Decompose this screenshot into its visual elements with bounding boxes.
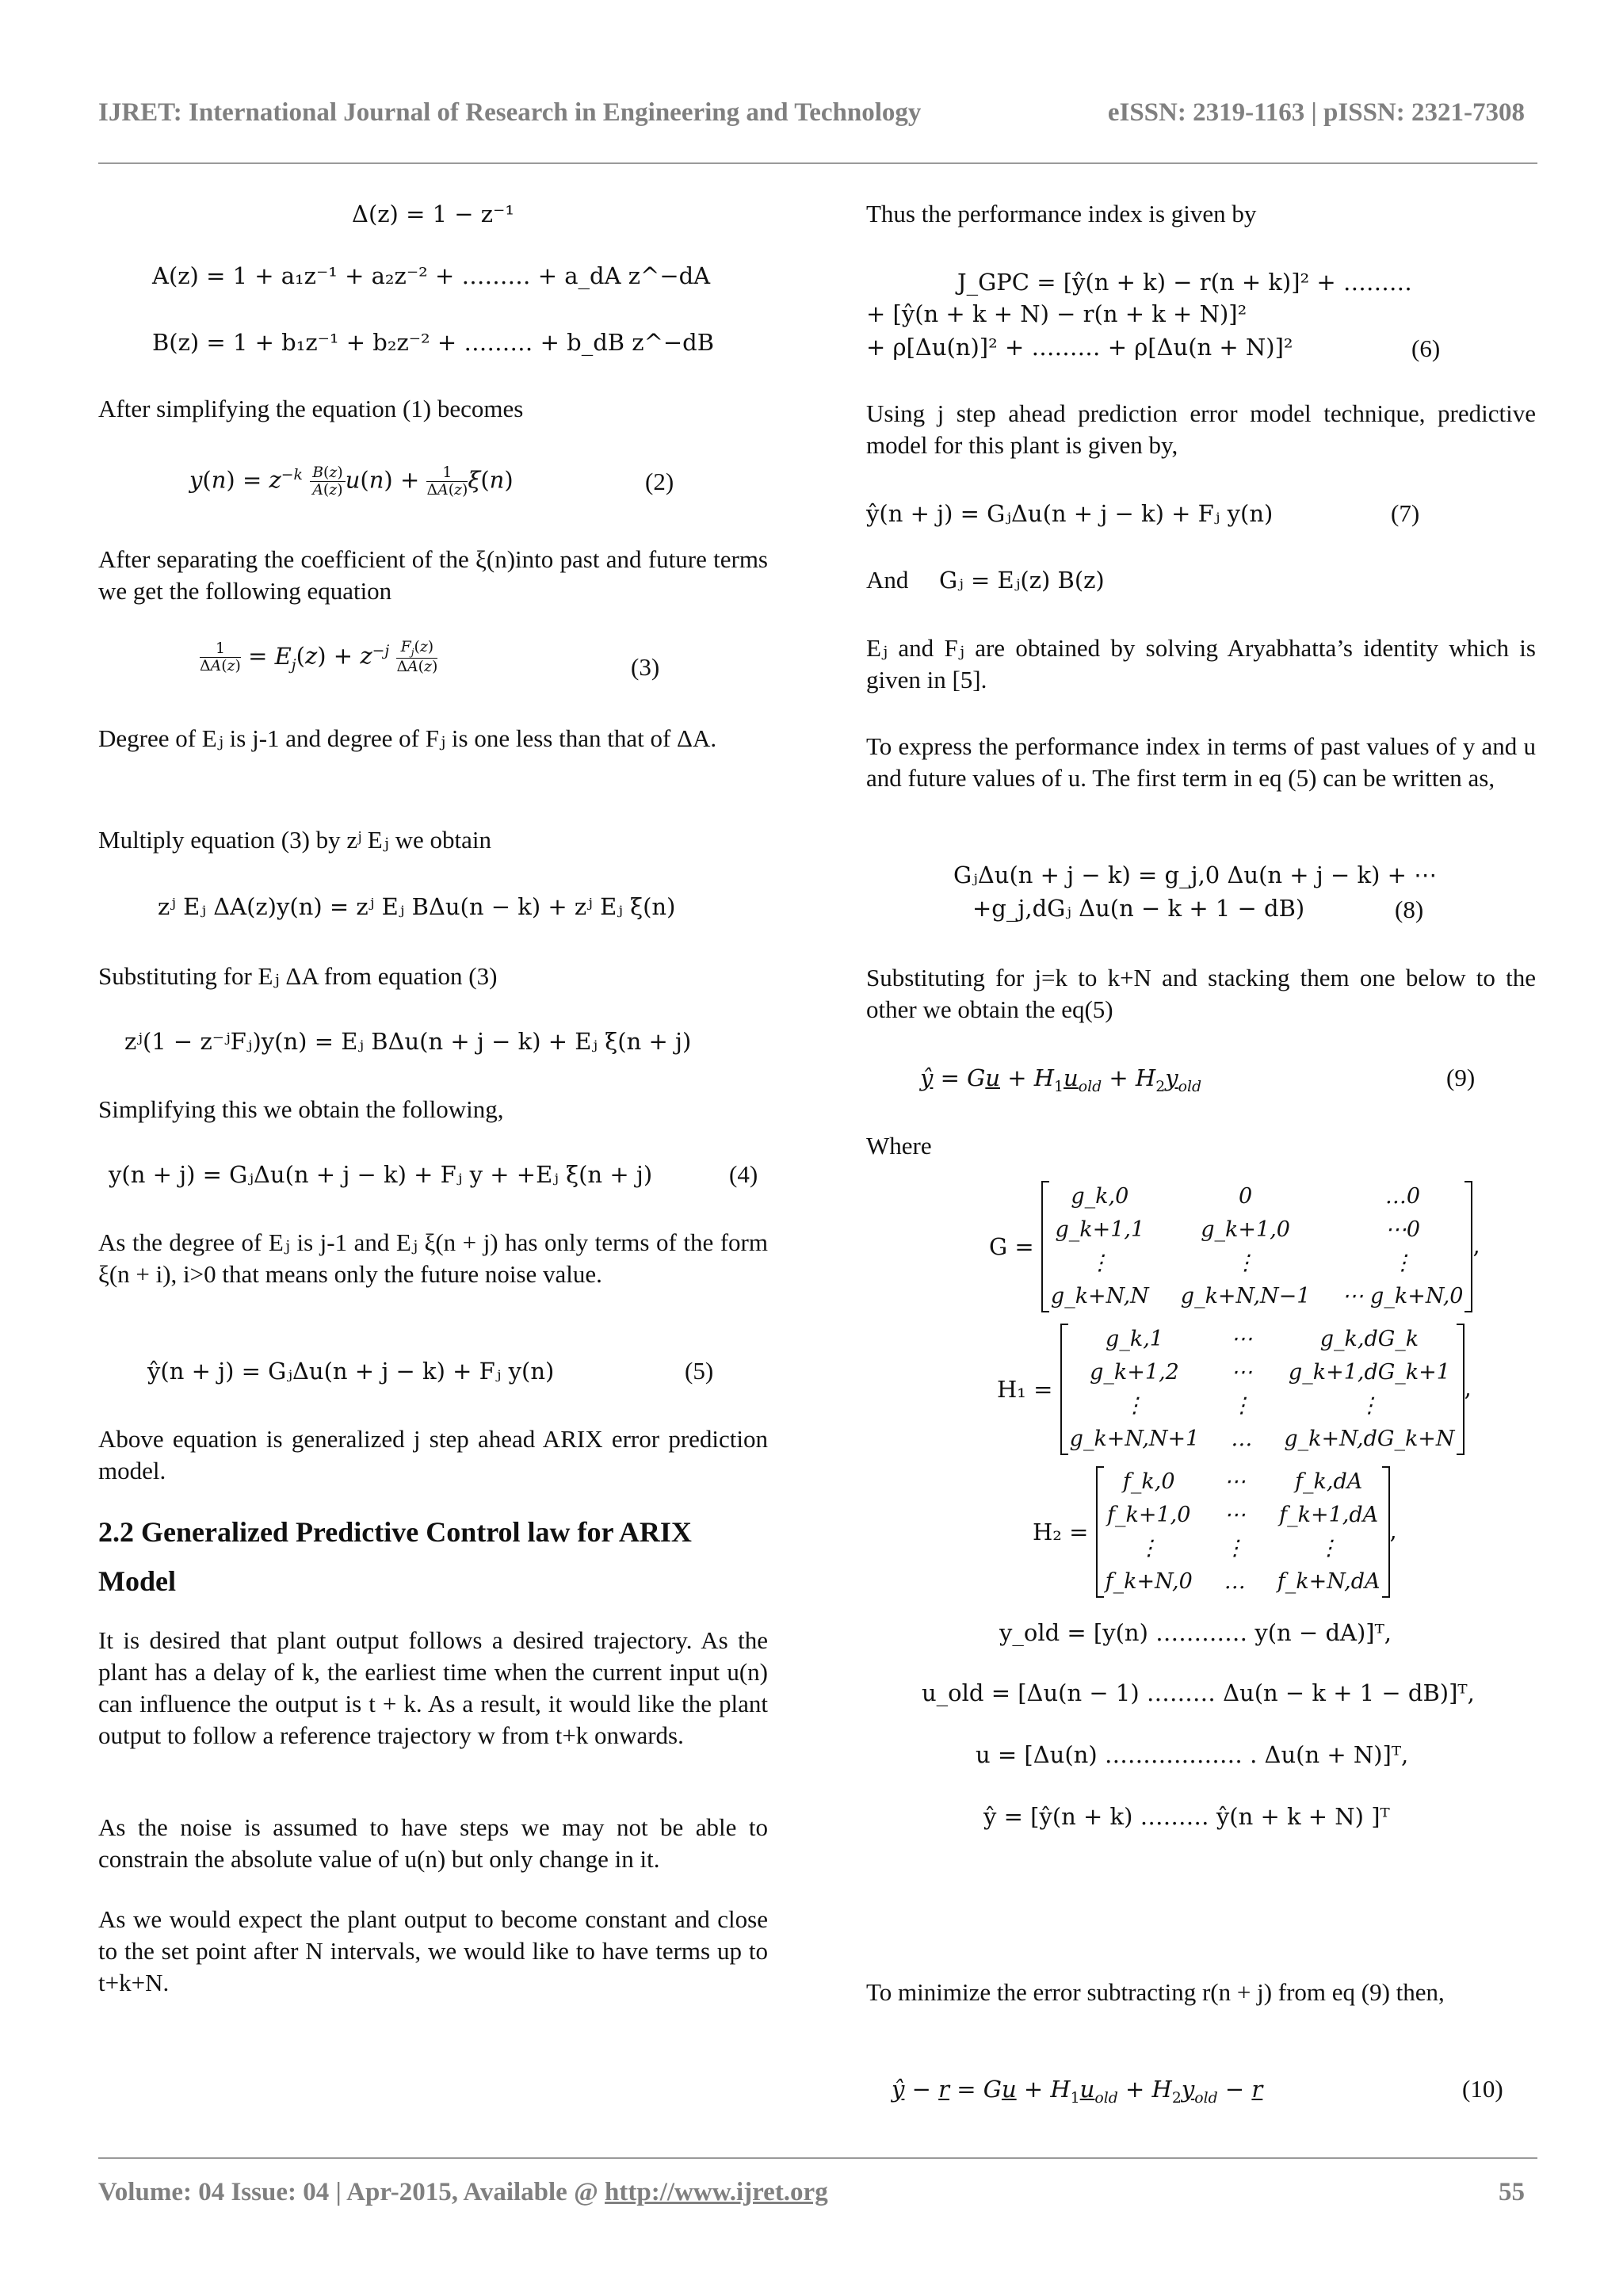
matrix-cell: f_k+N,0: [1105, 1569, 1193, 1594]
matrix-cell: ⋮: [1358, 1393, 1381, 1418]
eq-u-old: u_old = [Δu(n − 1) ……… Δu(n − k + 1 − dB)]ᵀ,: [922, 1679, 1475, 1706]
matrix-cell: ⋯: [1231, 1360, 1253, 1385]
eq-2: $y(n) = z^{-k}$ $\frac{B(z)}{A(z)}$ u(n) + $\frac{1}{\Delta A(z)}$ ξ(n): [189, 464, 514, 499]
issn: eISSN: 2319-1163 | pISSN: 2321-7308: [1107, 98, 1525, 127]
matrix-H1: H₁ = g_k,1 ⋯ g_k,dG_k g_k+1,2 ⋯ g_k+1,dG_k+1 ⋮ ⋮ ⋮ g_k+N,N+1 … g_k+N,dG_k+N ,: [997, 1324, 1536, 1455]
journal-title: IJRET: International Journal of Research in Engineering and Technology: [98, 98, 922, 127]
para-minimize: To minimize the error subtracting r(n + j) from eq (9) then,: [866, 1978, 1445, 2006]
eq-B: B(z) = 1 + b₁z⁻¹ + b₂z⁻² + ……… + b_dB z^−dB: [152, 329, 715, 356]
matrix-H2-label: H₂ =: [1033, 1519, 1089, 1545]
matrix-cell: ⋮: [1235, 1251, 1257, 1275]
page-header: [98, 98, 1525, 138]
eq-y-old: y_old = [y(n) ………… y(n − dA)]ᵀ,: [999, 1619, 1392, 1646]
eq-6-line-2: + [ŷ(n + k + N) − r(n + k + N)]²: [866, 300, 1247, 327]
matrix-cell: f_k,0: [1122, 1469, 1175, 1494]
matrix-H2: H₂ = f_k,0 ⋯ f_k,dA f_k+1,0 ⋯ f_k+1,dA ⋮ ⋮ ⋮ f_k+N,0 … f_k+N,dA ,: [1033, 1466, 1536, 1598]
matrix-G-grid: [1041, 1181, 1473, 1312]
matrix-cell: …: [1224, 1569, 1246, 1594]
matrix-H2-grid: [1096, 1466, 1390, 1598]
para-substituting: Substituting for Eⱼ ΔA from equation (3): [98, 962, 498, 990]
matrix-cell: g_k,1: [1106, 1327, 1163, 1351]
eq-3: $\frac{1}{\Delta A(z)}$ = $E_j(z) + z^{-j}$ $\frac{F_j(z)}{\Delta A(z)}$: [200, 639, 438, 676]
matrix-cell: g_k+1,2: [1090, 1360, 1179, 1385]
matrix-cell: ⋮: [1224, 1536, 1246, 1561]
eq-substituted: zʲ(1 − z⁻ʲFⱼ)y(n) = Eⱼ BΔu(n + j − k) + Eⱼ ξ(n + j): [124, 1028, 692, 1055]
matrix-cell: 0: [1239, 1184, 1253, 1209]
eq-10: ŷ − $r = Gu + H_1u_{old} + H_2y_{old} - r$: [892, 2076, 1263, 2107]
para-express: To express the performance index in terms of past values of y and u and future values of u. The first term in eq (5) can be written as,: [866, 732, 1536, 792]
matrix-cell: ⋯: [1224, 1469, 1246, 1494]
matrix-cell: g_k+N,N+1: [1069, 1427, 1200, 1451]
matrix-cell: ⋮: [1231, 1393, 1253, 1418]
para-desired: It is desired that plant output follows a desired trajectory. As the plant has a delay of k, the earliest time when the current input u(n) can influence the output is t + k. As a result, it would like the plant output to follow a reference trajectory w from t+k onwards.: [98, 1626, 768, 1749]
matrix-cell: ⋮: [1089, 1251, 1111, 1275]
eq-5: ŷ(n + j) = GⱼΔu(n + j − k) + Fⱼ y(n): [147, 1358, 555, 1385]
matrix-cell: ⋮: [1392, 1251, 1414, 1275]
eq-9-number: (9): [1446, 1064, 1476, 1091]
matrix-cell: f_k+1,dA: [1279, 1503, 1379, 1527]
eq-A: A(z) = 1 + a₁z⁻¹ + a₂z⁻² + ……… + a_dA z^−dA: [152, 262, 711, 289]
matrix-G-label: G =: [989, 1233, 1034, 1260]
para-stacking: Substituting for j=k to k+N and stacking them one below to the other we obtain the eq(5): [866, 964, 1536, 1023]
matrix-cell: ⋯: [1231, 1327, 1253, 1351]
matrix-cell: f_k+1,0: [1107, 1503, 1191, 1527]
para-noise: As the noise is assumed to have steps we may not be able to constrain the absolute value of u(n) but only change in it.: [98, 1813, 768, 1873]
eq-10-number: (10): [1462, 2075, 1503, 2103]
para-expect: As we would expect the plant output to become constant and close to the set point after N intervals, we would like to have terms up to t+k+N.: [98, 1905, 768, 1996]
matrix-cell: ⋮: [1138, 1536, 1160, 1561]
eq-6-line-3: + ρ[Δu(n)]² + ……… + ρ[Δu(n + N)]²: [866, 334, 1293, 361]
eq-multiplied: zʲ Eⱼ ΔA(z)y(n) = zʲ Eⱼ BΔu(n − k) + zʲ Eⱼ ξ(n): [158, 893, 676, 920]
matrix-cell: g_k+1,0: [1201, 1217, 1290, 1242]
footer-url-link[interactable]: http://www.ijret.org: [605, 2178, 828, 2206]
eq-and: Gⱼ = Eⱼ(z) B(z): [939, 567, 1105, 594]
matrix-cell: g_k+N,dG_k+N: [1284, 1427, 1455, 1451]
eq-8-line-2: +g_j,dGⱼ Δu(n − k + 1 − dB): [972, 895, 1305, 922]
matrix-cell: ⋯0: [1384, 1217, 1421, 1242]
para-simplifying: Simplifying this we obtain the following,: [98, 1095, 504, 1123]
matrix-cell: ⋮: [1318, 1536, 1340, 1561]
matrix-cell: g_k+1,1: [1055, 1217, 1145, 1242]
section-heading: 2.2 Generalized Predictive Control law for ARIX Model: [98, 1516, 692, 1597]
para-where: Where: [866, 1132, 932, 1159]
para-after-simplify: After simplifying the equation (1) becomes: [98, 395, 524, 422]
eq-6-line-1: J_GPC = [ŷ(n + k) − r(n + k)]² + ………: [957, 269, 1412, 296]
matrix-cell: f_k,dA: [1295, 1469, 1363, 1494]
page-number: 55: [1499, 2178, 1525, 2206]
matrix-cell: f_k+N,dA: [1277, 1569, 1381, 1594]
eq-5-number: (5): [685, 1357, 714, 1385]
footer-volume: Volume: 04 Issue: 04 | Apr-2015, Available @: [98, 2178, 605, 2206]
matrix-cell: g_k,0: [1071, 1184, 1129, 1209]
eq-6-number: (6): [1411, 334, 1441, 362]
matrix-cell: ⋮: [1124, 1393, 1145, 1418]
eq-4-number: (4): [729, 1160, 758, 1188]
page-footer: [98, 2178, 1525, 2207]
para-separating: After separating the coefficient of the ξ(n)into past and future terms we get the following equation: [98, 545, 768, 605]
eq-delta: Δ(z) = 1 − z⁻¹: [352, 201, 514, 227]
matrix-cell: g_k+1,dG_k+1: [1288, 1360, 1450, 1385]
para-above: Above equation is generalized j step ahead ARIX error prediction model.: [98, 1425, 768, 1484]
matrix-cell: g_k+N,N: [1050, 1284, 1149, 1308]
matrix-cell: g_k,dG_k: [1319, 1327, 1419, 1351]
matrix-cell: ⋯ g_k+N,0: [1342, 1284, 1464, 1308]
matrix-H1-grid: [1060, 1324, 1465, 1455]
para-obtained: Eⱼ and Fⱼ are obtained by solving Aryabhatta’s identity which is given in [5].: [866, 634, 1536, 693]
matrix-H1-label: H₁ =: [997, 1376, 1053, 1403]
para-thus: Thus the performance index is given by: [866, 200, 1257, 227]
para-and: And: [866, 566, 909, 594]
eq-8-line-1: GⱼΔu(n + j − k) = g_j,0 Δu(n + j − k) + ⋯: [953, 861, 1438, 888]
matrix-cell: g_k+N,N−1: [1180, 1284, 1311, 1308]
matrix-cell: …: [1231, 1427, 1253, 1451]
eq-8-number: (8): [1395, 896, 1424, 923]
para-using: Using j step ahead prediction error model technique, predictive model for this plant is given by,: [866, 399, 1536, 459]
eq-9: ŷ = $Gu + H_1u_{old} + H_2y_{old}$: [920, 1064, 1202, 1095]
matrix-G: G = g_k,0 0 …0 g_k+1,1 g_k+1,0 ⋯0 ⋮ ⋮ ⋮ g_k+N,N g_k+N,N−1 ⋯ g_k+N,0 ,: [989, 1181, 1536, 1312]
eq-u-vector: u = [Δu(n) ……………… . Δu(n + N)]ᵀ,: [976, 1741, 1409, 1768]
eq-4: y(n + j) = GⱼΔu(n + j − k) + Fⱼ y + +Eⱼ ξ(n + j): [109, 1161, 653, 1188]
eq-3-number: (3): [631, 653, 660, 681]
header-rule: [98, 162, 1537, 164]
eq-7-number: (7): [1391, 499, 1420, 527]
para-degree: Degree of Eⱼ is j-1 and degree of Fⱼ is one less than that of ΔA.: [98, 724, 717, 752]
para-multiply: Multiply equation (3) by zʲ Eⱼ we obtain: [98, 826, 491, 854]
para-as-degree: As the degree of Eⱼ is j-1 and Eⱼ ξ(n + j) has only terms of the form ξ(n + i), i>0 that means only the future noise value.: [98, 1228, 768, 1288]
matrix-cell: ⋯: [1224, 1503, 1246, 1527]
eq-y-hat-vector: ŷ = [ŷ(n + k) ……… ŷ(n + k + N) ]ᵀ: [983, 1803, 1390, 1830]
eq-2-number: (2): [645, 468, 674, 495]
matrix-cell: …0: [1384, 1184, 1421, 1209]
footer-rule: [98, 2157, 1537, 2159]
eq-7: ŷ(n + j) = GⱼΔu(n + j − k) + Fⱼ y(n): [866, 500, 1274, 527]
